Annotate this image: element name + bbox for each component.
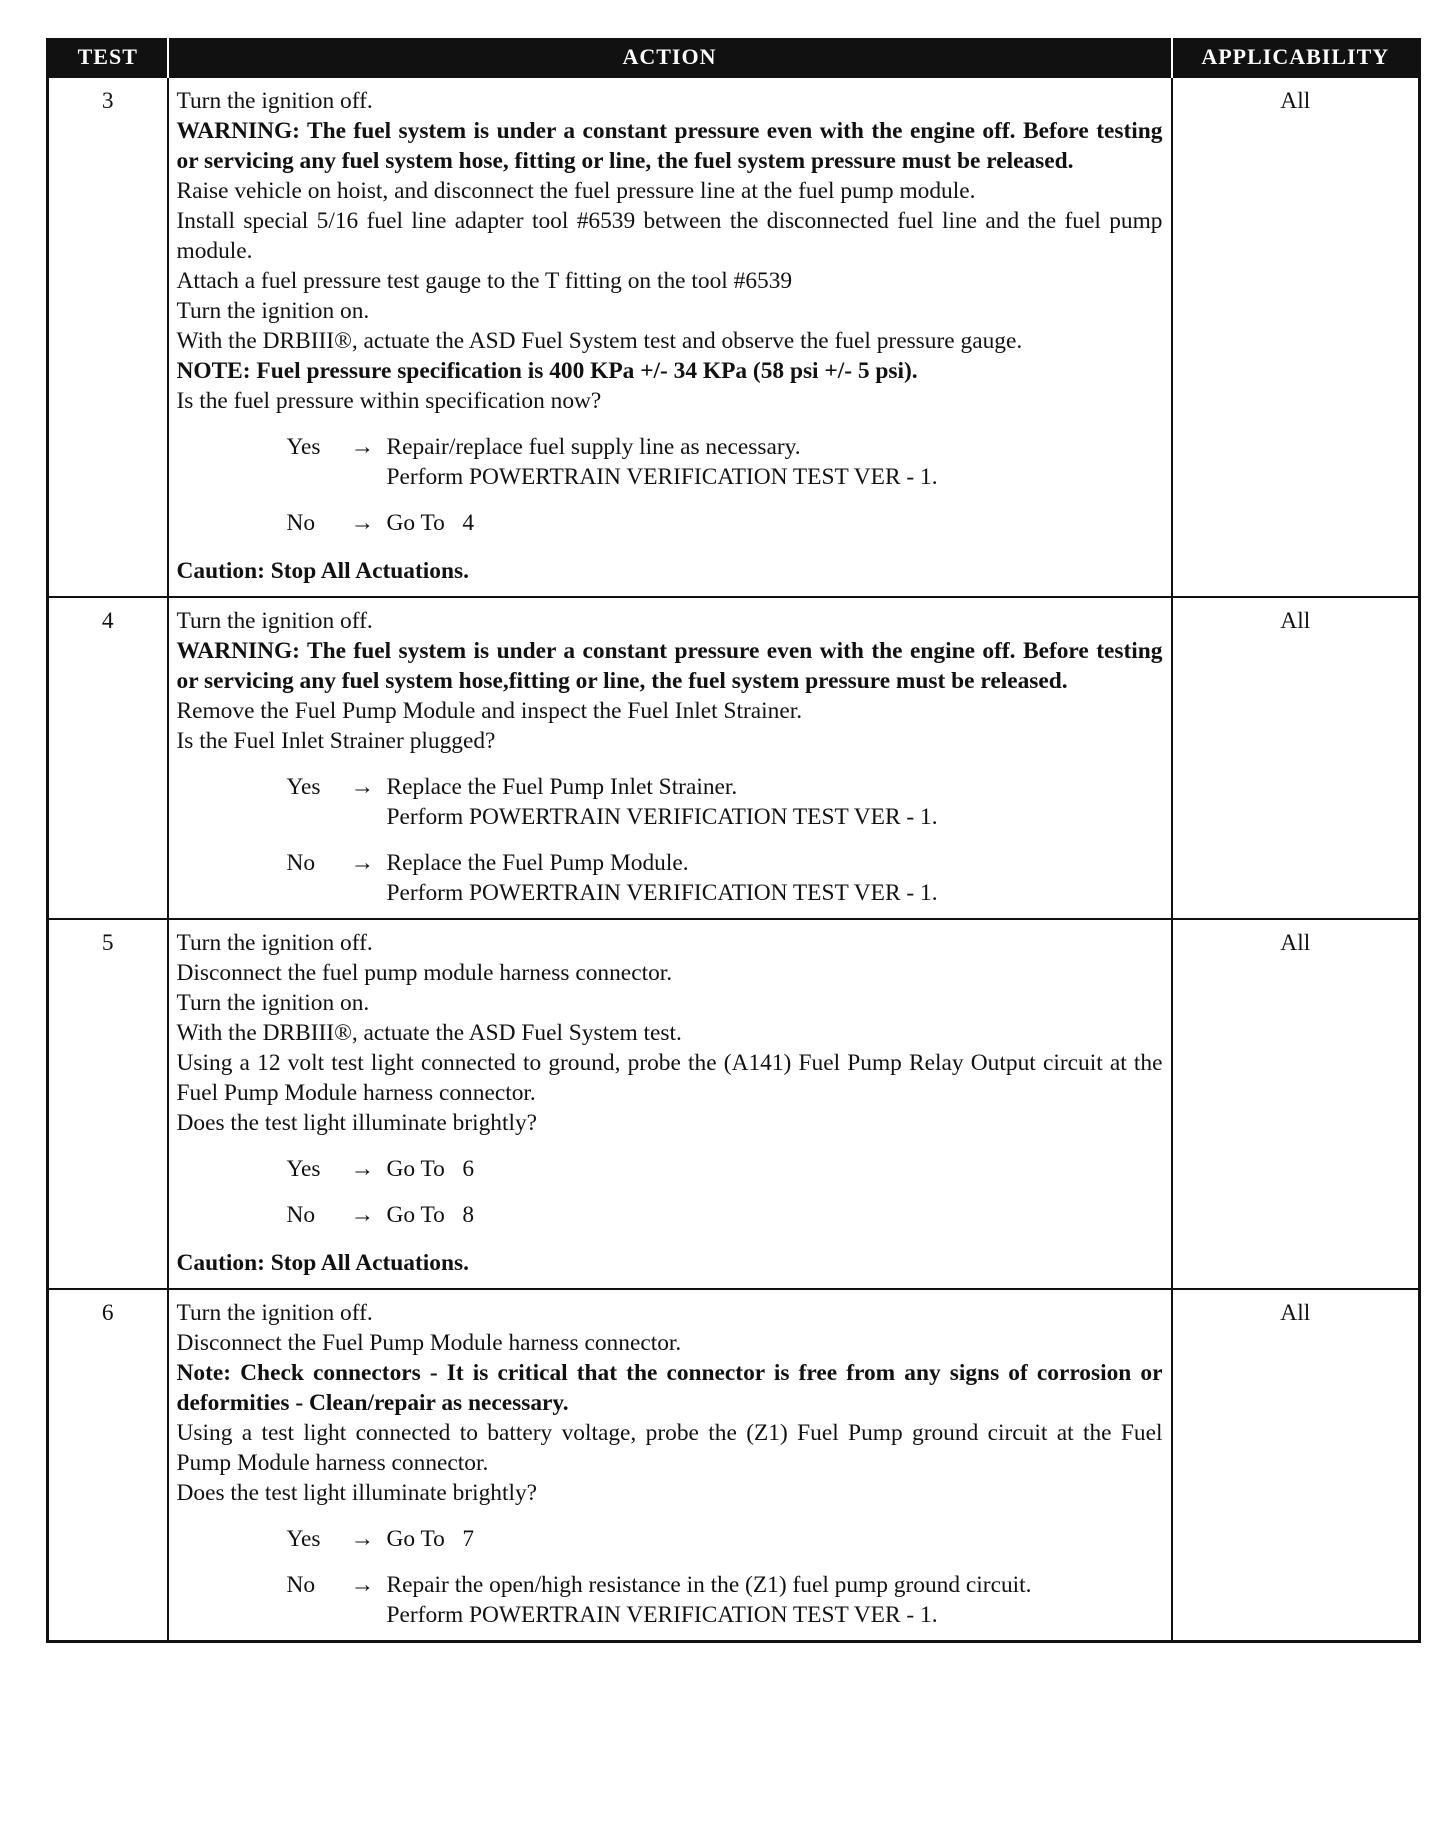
- result-line: Go To 4: [386, 510, 475, 536]
- question-text: Does the test light illuminate brightly?: [176, 1110, 538, 1136]
- step-text: Turn the ignition off.: [176, 1300, 373, 1326]
- step-text: With the DRBIII®, actuate the ASD Fuel System test.: [176, 1020, 682, 1046]
- step-text: Disconnect the fuel pump module harness connector.: [176, 960, 673, 986]
- caution-text: Caution: Stop All Actuations.: [176, 1250, 469, 1276]
- step-text: Using a 12 volt test light connected to ground, probe the (A141) Fuel Pump Relay Output circuit at the Fuel Pump Module harness connector.: [176, 1050, 1163, 1106]
- applicability-value: All: [1172, 77, 1420, 597]
- yes-label: Yes: [286, 774, 321, 800]
- result-line: Replace the Fuel Pump Module.: [386, 850, 689, 876]
- right-arrow-icon: →: [350, 1156, 375, 1182]
- action-cell: [168, 77, 1172, 597]
- result-line: Go To 6: [386, 1156, 475, 1182]
- yes-answer: [177, 772, 1163, 832]
- step-text: With the DRBIII®, actuate the ASD Fuel System test and observe the fuel pressure gauge.: [176, 328, 1023, 354]
- no-answer: [177, 1570, 1163, 1630]
- step-text: Using a test light connected to battery voltage, probe the (Z1) Fuel Pump ground circuit at the Fuel Pump Module harness connector.: [176, 1420, 1163, 1476]
- no-result: [387, 508, 1163, 538]
- no-result: [387, 1570, 1163, 1630]
- applicability-value: All: [1172, 1289, 1420, 1642]
- no-answer: [177, 1200, 1163, 1230]
- no-answer: [177, 508, 1163, 538]
- test-number: 3: [48, 77, 168, 597]
- step-text: Remove the Fuel Pump Module and inspect the Fuel Inlet Strainer.: [176, 698, 803, 724]
- no-label: No: [286, 850, 316, 876]
- step-text: Turn the ignition on.: [176, 298, 370, 324]
- result-line: Perform POWERTRAIN VERIFICATION TEST VER - 1.: [386, 804, 938, 830]
- action-cell: [168, 597, 1172, 919]
- warning-text: WARNING: The fuel system is under a constant pressure even with the engine off. Before testing or servicing any fuel system hose, fitting or line, the fuel system pressure must be released.: [176, 118, 1163, 174]
- table-row: [48, 77, 1420, 597]
- table-row: [48, 1289, 1420, 1642]
- step-text: Turn the ignition off.: [176, 88, 373, 114]
- yes-label: Yes: [286, 1526, 321, 1552]
- note-text: Note: Check connectors - It is critical that the connector is free from any signs of corrosion or deformities - Clean/repair as necessary.: [176, 1360, 1163, 1416]
- result-line: Perform POWERTRAIN VERIFICATION TEST VER - 1.: [386, 1602, 938, 1628]
- right-arrow-icon: →: [350, 1202, 375, 1228]
- question-text: Is the fuel pressure within specification now?: [176, 388, 602, 414]
- question-text: Does the test light illuminate brightly?: [176, 1480, 538, 1506]
- table-header-row: [48, 38, 1420, 77]
- header-applicability: APPLICABILITY: [1172, 38, 1420, 77]
- step-text: Attach a fuel pressure test gauge to the T fitting on the tool #6539: [176, 268, 793, 294]
- step-text: Install special 5/16 fuel line adapter tool #6539 between the disconnected fuel line and the fuel pump module.: [176, 208, 1163, 264]
- step-text: Turn the ignition off.: [176, 608, 373, 634]
- header-test: TEST: [48, 38, 168, 77]
- yes-label: Yes: [286, 434, 321, 460]
- table-row: [48, 919, 1420, 1289]
- diagnostic-test-table: [46, 38, 1421, 1643]
- result-line: Repair the open/high resistance in the (Z1) fuel pump ground circuit.: [386, 1572, 1032, 1598]
- right-arrow-icon: →: [350, 1526, 375, 1552]
- right-arrow-icon: →: [350, 850, 375, 876]
- caution-text: Caution: Stop All Actuations.: [176, 558, 469, 584]
- table-row: [48, 597, 1420, 919]
- no-result: [387, 848, 1163, 908]
- result-line: Go To 8: [386, 1202, 475, 1228]
- no-label: No: [286, 510, 316, 536]
- step-text: Turn the ignition on.: [176, 990, 370, 1016]
- yes-result: [387, 772, 1163, 832]
- applicability-value: All: [1172, 597, 1420, 919]
- yes-answer: [177, 1524, 1163, 1554]
- note-text: NOTE: Fuel pressure specification is 400 KPa +/- 34 KPa (58 psi +/- 5 psi).: [176, 358, 918, 384]
- no-label: No: [286, 1572, 316, 1598]
- yes-result: [387, 1154, 1163, 1184]
- no-result: [387, 1200, 1163, 1230]
- test-number: 4: [48, 597, 168, 919]
- warning-text: WARNING: The fuel system is under a constant pressure even with the engine off. Before testing or servicing any fuel system hose,fitting or line, the fuel system pressure must be released.: [176, 638, 1163, 694]
- step-text: Turn the ignition off.: [176, 930, 373, 956]
- action-cell: [168, 919, 1172, 1289]
- test-number: 5: [48, 919, 168, 1289]
- right-arrow-icon: →: [350, 434, 375, 460]
- result-line: Perform POWERTRAIN VERIFICATION TEST VER - 1.: [386, 464, 938, 490]
- result-line: Repair/replace fuel supply line as necessary.: [386, 434, 801, 460]
- right-arrow-icon: →: [350, 774, 375, 800]
- yes-result: [387, 432, 1163, 492]
- right-arrow-icon: →: [350, 510, 375, 536]
- no-answer: [177, 848, 1163, 908]
- applicability-value: All: [1172, 919, 1420, 1289]
- question-text: Is the Fuel Inlet Strainer plugged?: [176, 728, 496, 754]
- no-label: No: [286, 1202, 316, 1228]
- yes-result: [387, 1524, 1163, 1554]
- diagnostic-table-page: [46, 38, 1418, 1643]
- step-text: Disconnect the Fuel Pump Module harness connector.: [176, 1330, 682, 1356]
- header-action: ACTION: [168, 38, 1172, 77]
- result-line: Perform POWERTRAIN VERIFICATION TEST VER - 1.: [386, 880, 938, 906]
- yes-answer: [177, 1154, 1163, 1184]
- right-arrow-icon: →: [350, 1572, 375, 1598]
- test-number: 6: [48, 1289, 168, 1642]
- yes-label: Yes: [286, 1156, 321, 1182]
- action-cell: [168, 1289, 1172, 1642]
- result-line: Go To 7: [386, 1526, 475, 1552]
- result-line: Replace the Fuel Pump Inlet Strainer.: [386, 774, 738, 800]
- step-text: Raise vehicle on hoist, and disconnect the fuel pressure line at the fuel pump module.: [176, 178, 976, 204]
- yes-answer: [177, 432, 1163, 492]
